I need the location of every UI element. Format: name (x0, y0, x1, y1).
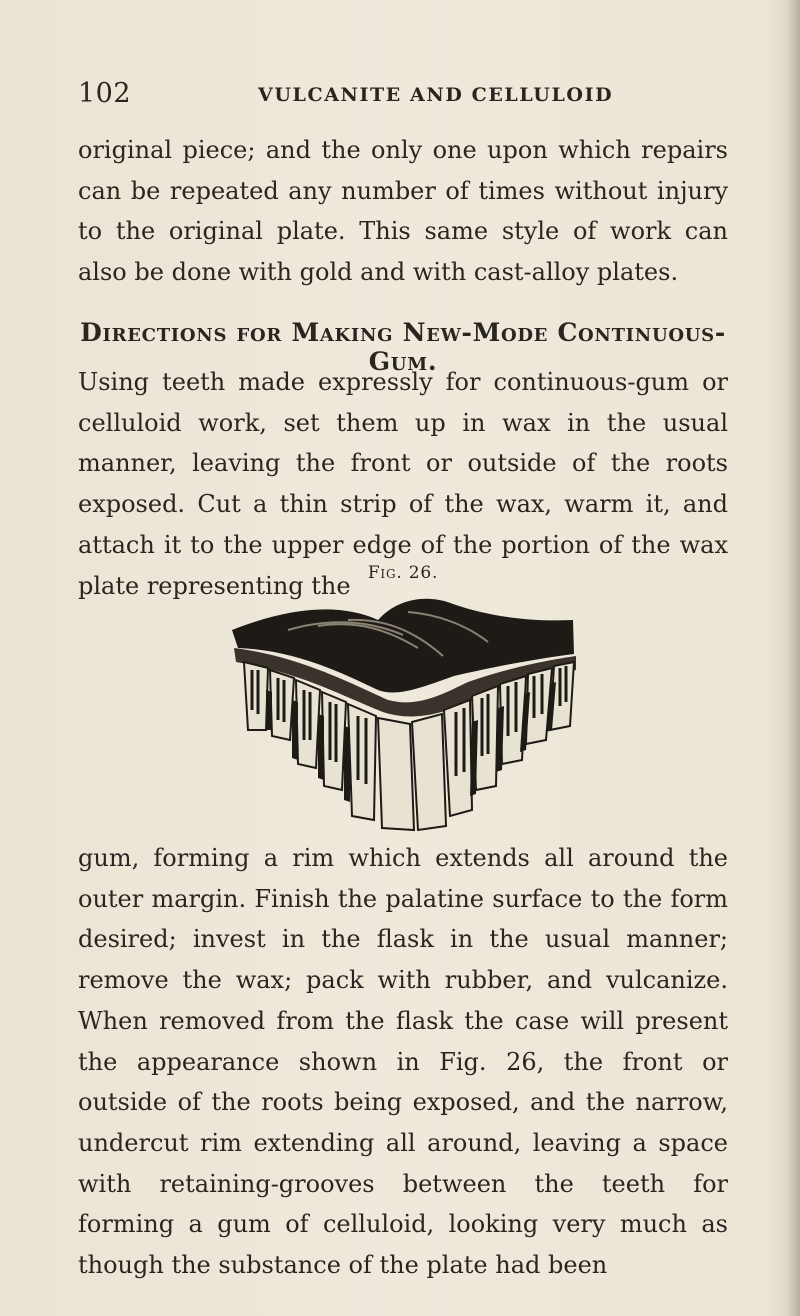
page-header (78, 78, 728, 110)
tooth (378, 718, 414, 830)
figure-caption: Fig. 26. (367, 563, 439, 583)
tooth (244, 662, 268, 730)
tooth (526, 668, 552, 744)
tooth (348, 704, 376, 820)
paragraph-directions: Using teeth made expressly for continuous-gum or celluloid work, set them up in wax in the usual manner, leaving the front or outside of the roots exposed. Cut a thin strip of the wax, warm it, and attach it to the upper edge of the portion of the wax plate representing the (78, 368, 728, 600)
paragraph-continuation: original piece; and the only one upon which repairs can be repeated any number of times without injury to the original plate. This same style of work can also be done with gold and with cast-alloy plates. (78, 136, 728, 287)
dental-plate-illustration (228, 590, 580, 835)
tooth (444, 700, 472, 816)
tooth (296, 680, 320, 768)
tooth (270, 670, 294, 740)
section-heading: Directions for Making New-Mode Continuous-Gum. (80, 318, 726, 376)
tooth (322, 692, 346, 790)
tooth (412, 714, 446, 830)
running-head: VULCANITE AND CELLULOID (258, 84, 614, 106)
paragraph-procedure: gum, forming a rim which extends all around the outer margin. Finish the palatine surface to the form desired; invest in the flask in the usual manner; remove the wax; pack with rubber, and vulcanize. When removed from the flask the case will present the appearance shown in Fig. 26, the front or outside of the roots being exposed, and the narrow, undercut rim extending all around, leaving a space with retaining-grooves between the teeth for forming a gum of celluloid, looking very much as though the substance of the plate had been (78, 844, 728, 1280)
page-edge-shadow (786, 0, 800, 1316)
page-number: 102 (78, 78, 132, 109)
